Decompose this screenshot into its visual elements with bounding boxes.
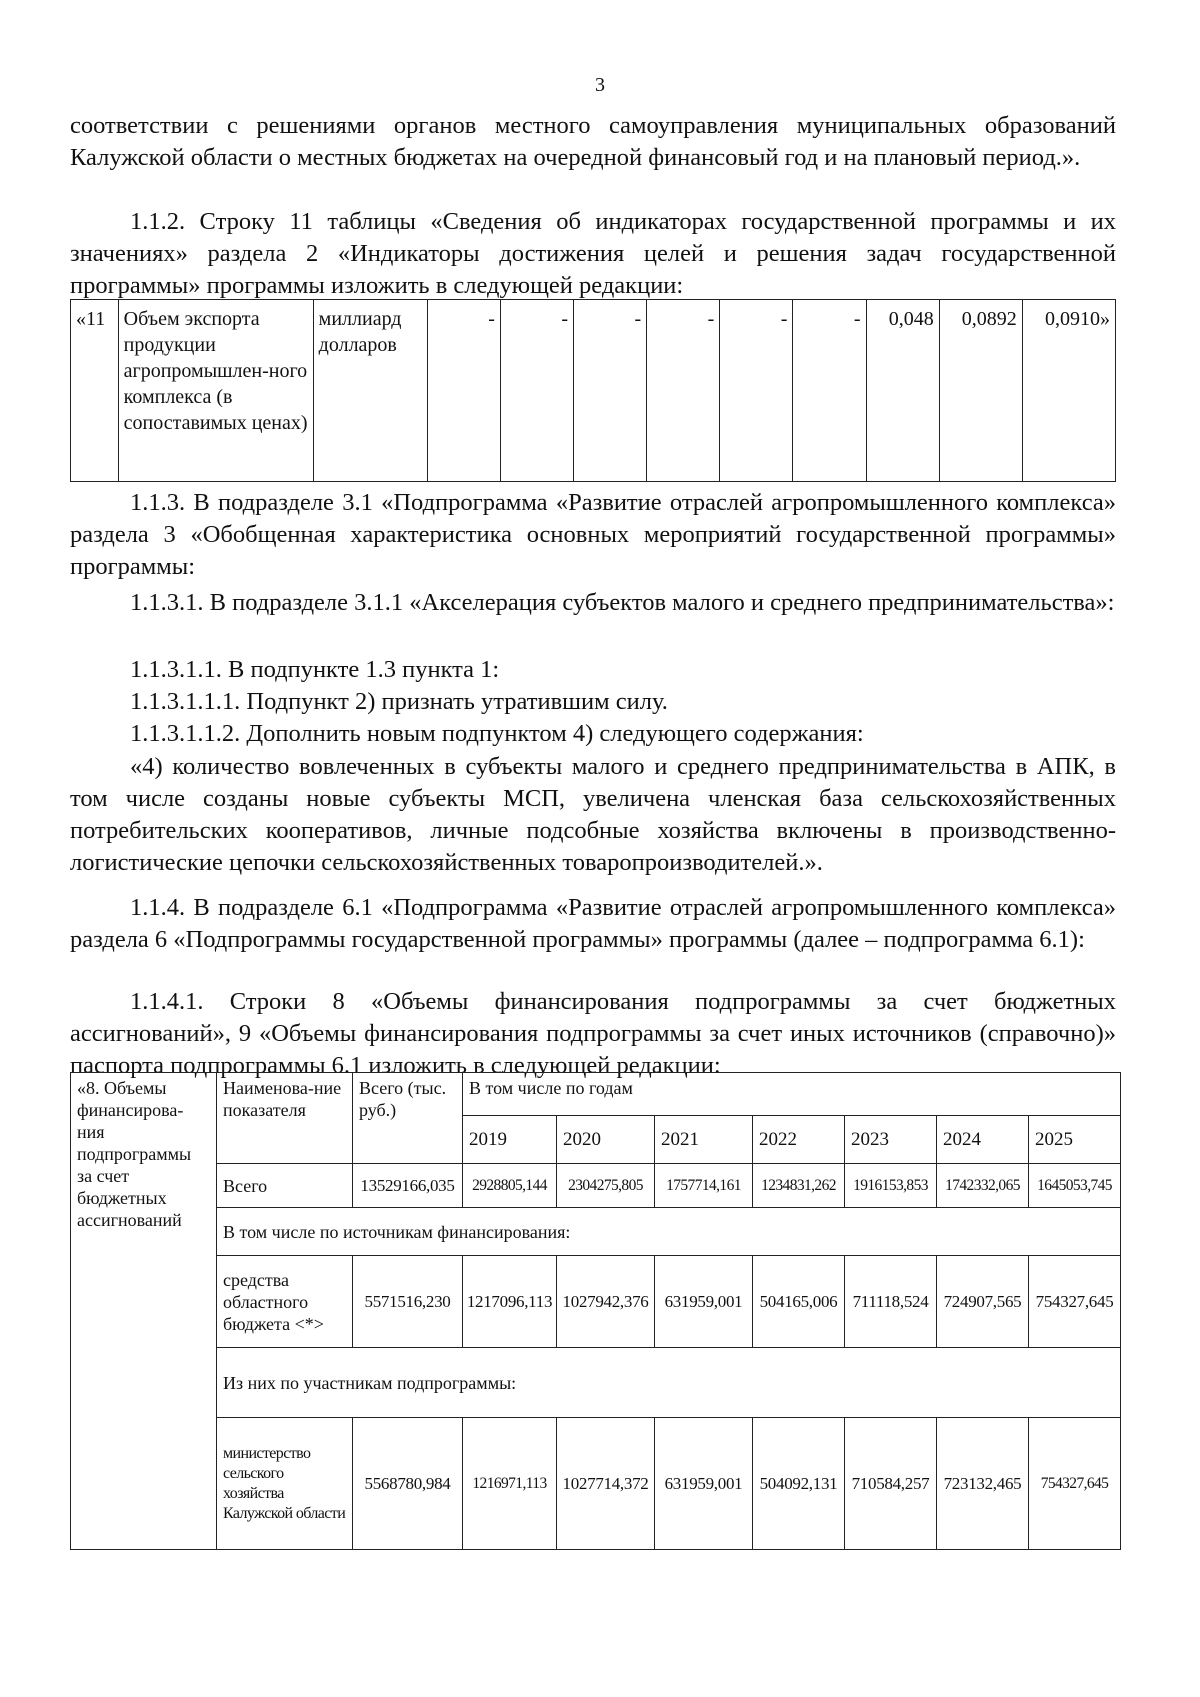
year-header: 2023: [845, 1116, 937, 1164]
ministry-value: 631959,001: [655, 1418, 753, 1550]
ministry-value: 504092,131: [753, 1418, 845, 1550]
regional-total: 5571516,230: [353, 1256, 463, 1348]
total-label: Всего: [217, 1164, 353, 1208]
regional-value: 1217096,113: [463, 1256, 557, 1348]
paragraph-1-1-3-1: 1.1.3.1. В подразделе 3.1.1 «Акселерация субъектов малого и среднего предпринимательства»:: [130, 589, 1115, 616]
ministry-total: 5568780,984: [353, 1418, 463, 1550]
indicator-value: -: [500, 300, 573, 482]
regional-value: 631959,001: [655, 1256, 753, 1348]
total-sum: 13529166,035: [353, 1164, 463, 1208]
paragraph-1-1-3: 1.1.3. В подразделе 3.1 «Подпрограмма «Развитие отраслей агропромышленного комплекса» раздела 3 «Обобщенная характеристика основных мероприятий государственной программы» программы:: [70, 489, 1116, 580]
paragraph-1-1-3-1-1-1: 1.1.3.1.1.1. Подпункт 2) признать утратившим силу.: [130, 688, 668, 715]
page-number: 3: [595, 74, 605, 96]
year-header: 2020: [557, 1116, 655, 1164]
indicator-number: «11: [71, 300, 119, 482]
year-header: 2024: [937, 1116, 1029, 1164]
regional-label: средства областного бюджета <*>: [217, 1256, 353, 1348]
total-value: 1916153,853: [845, 1164, 937, 1208]
indicator-value: 0,048: [866, 300, 939, 482]
ministry-value: 723132,465: [937, 1418, 1029, 1550]
participants-header-row: [71, 1348, 1121, 1418]
year-header: 2022: [753, 1116, 845, 1164]
regional-value: 504165,006: [753, 1256, 845, 1348]
indicator-value: -: [793, 300, 866, 482]
regional-value: 1027942,376: [557, 1256, 655, 1348]
indicator-value: 0,0892: [939, 300, 1022, 482]
paragraph-1-1-3-1-1: 1.1.3.1.1. В подпункте 1.3 пункта 1:: [130, 656, 500, 683]
regional-row: [71, 1256, 1121, 1348]
paragraph-1-1-3-1-1-2: 1.1.3.1.1.2. Дополнить новым подпунктом 4) следующего содержания:: [130, 720, 864, 747]
paragraph-continuation: соответствии с решениями органов местного самоуправления муниципальных образований Калужской области о местных бюджетах на очередной финансовый год и на плановый период.».: [70, 112, 1116, 171]
finance-table: [70, 1072, 1121, 1550]
col-total-header: Всего (тыс. руб.): [353, 1073, 463, 1164]
total-row: [71, 1164, 1121, 1208]
year-header: 2021: [655, 1116, 753, 1164]
indicator-unit: миллиард долларов: [313, 300, 427, 482]
indicator-value: -: [720, 300, 793, 482]
sources-header-row: [71, 1208, 1121, 1256]
regional-value: 711118,524: [845, 1256, 937, 1348]
ministry-row: [71, 1418, 1121, 1550]
indicator-value: -: [427, 300, 500, 482]
year-header: 2019: [463, 1116, 557, 1164]
col-name-header: Наименова-ние показателя: [217, 1073, 353, 1164]
col-years-header: В том числе по годам: [463, 1073, 1121, 1116]
indicator-table: [70, 299, 1116, 482]
total-value: 2928805,144: [463, 1164, 557, 1208]
paragraph-1-1-2: 1.1.2. Строку 11 таблицы «Сведения об индикаторах государственной программы и их значениях» раздела 2 «Индикаторы достижения целей и решения задач государственной программы» программы изложить в следующей редакции:: [70, 208, 1116, 299]
year-header: 2025: [1029, 1116, 1121, 1164]
paragraph-1-1-4: 1.1.4. В подразделе 6.1 «Подпрограмма «Развитие отраслей агропромышленного комплекса» раздела 6 «Подпрограммы государственной программы» программы (далее – подпрограмма 6.1):: [70, 894, 1116, 953]
regional-value: 754327,645: [1029, 1256, 1121, 1348]
ministry-value: 1027714,372: [557, 1418, 655, 1550]
indicator-row: [71, 300, 1116, 482]
indicator-value: 0,0910»: [1022, 300, 1115, 482]
paragraph-quote-4: «4) количество вовлеченных в субъекты малого и среднего предпринимательства в АПК, в том числе созданы новые субъекты МСП, увеличена членская база сельскохозяйственных потребительских кооперативов, личные подсобные хозяйства включены в производственно-логистические цепочки сельскохозяйственных товаропроизводителей.».: [70, 753, 1116, 876]
total-value: 1742332,065: [937, 1164, 1029, 1208]
participants-header: Из них по участникам подпрограммы:: [217, 1348, 1121, 1418]
regional-value: 724907,565: [937, 1256, 1029, 1348]
finance-header-row: [71, 1073, 1121, 1116]
ministry-value: 710584,257: [845, 1418, 937, 1550]
total-value: 1234831,262: [753, 1164, 845, 1208]
ministry-value: 754327,645: [1029, 1418, 1121, 1550]
total-value: 1645053,745: [1029, 1164, 1121, 1208]
finance-row-label: «8. Объемы финансирова-ния подпрограммы за счет бюджетных ассигнований: [71, 1073, 217, 1550]
ministry-value: 1216971,113: [463, 1418, 557, 1550]
total-value: 2304275,805: [557, 1164, 655, 1208]
indicator-value: -: [574, 300, 647, 482]
indicator-value: -: [647, 300, 720, 482]
indicator-name: Объем экспорта продукции агропромышлен-ного комплекса (в сопоставимых ценах): [118, 300, 313, 482]
sources-header: В том числе по источникам финансирования:: [217, 1208, 1121, 1256]
paragraph-1-1-4-1: 1.1.4.1. Строки 8 «Объемы финансирования подпрограммы за счет бюджетных ассигнований», 9 «Объемы финансирования подпрограммы за счет иных источников (справочно)» паспорта подпрограммы 6.1 изложить в следующей редакции:: [70, 988, 1116, 1079]
ministry-label: министерство сельского хозяйства Калужской области: [217, 1418, 353, 1550]
total-value: 1757714,161: [655, 1164, 753, 1208]
